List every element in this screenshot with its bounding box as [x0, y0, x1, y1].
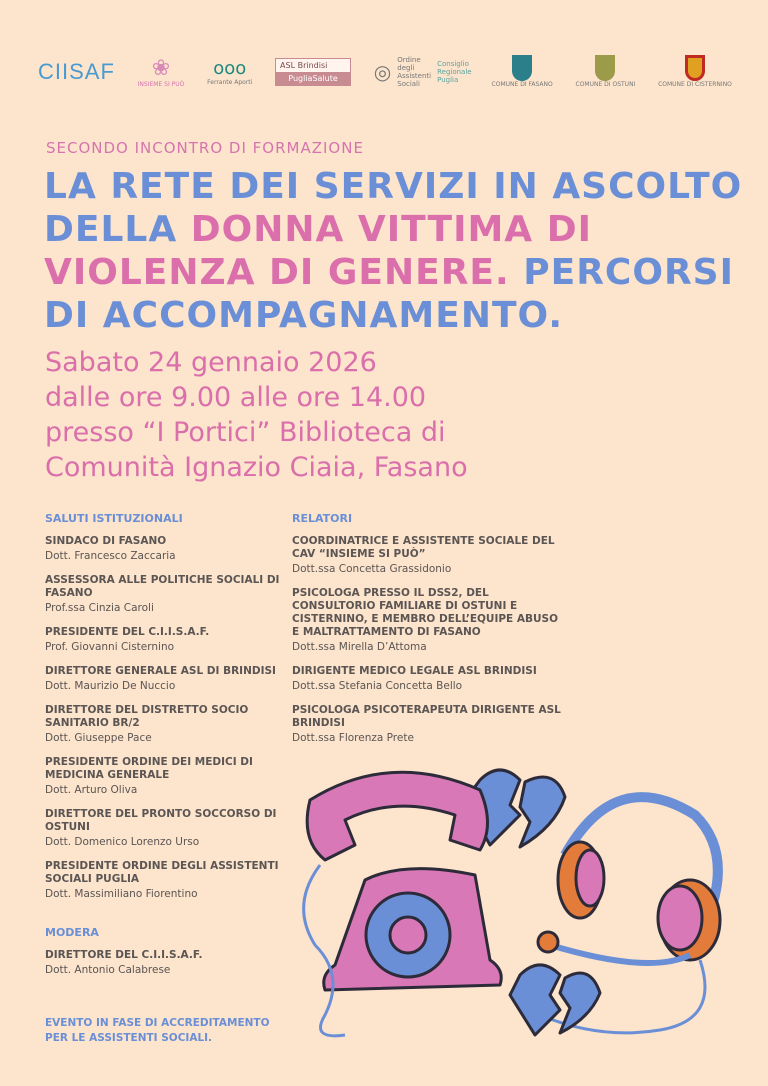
speaker-entry	[45, 535, 285, 564]
speaker-name: Dott. Arturo Oliva	[45, 784, 138, 796]
relatori-column	[292, 512, 562, 756]
title-line	[44, 251, 742, 294]
speaker-entry	[45, 665, 285, 694]
speaker-role: SINDACO DI FASANO	[45, 535, 167, 547]
crest-icon	[595, 55, 615, 81]
speaker-name: Prof.ssa Cinzia Caroli	[45, 602, 154, 614]
speaker-entry	[45, 860, 285, 902]
ordine-assistenti-sociali-logo: ◎ Ordine degli Assistenti Sociali Consiglio Regionale Puglia	[373, 55, 472, 88]
speaker-name: Dott.ssa Stefania Concetta Bello	[292, 680, 463, 692]
handset-icon	[307, 772, 487, 860]
speaker-entry	[45, 808, 285, 850]
comune-fasano-crest: COMUNE DI FASANO	[492, 55, 553, 88]
title-line: LA RETE DEI SERVIZI IN ASCOLTO	[44, 166, 743, 207]
section-heading: RELATORI	[292, 512, 353, 525]
ciisaf-logo: CIISAF	[38, 58, 115, 84]
speaker-name: Prof. Giovanni Cisternino	[45, 641, 175, 653]
speaker-entry	[45, 626, 285, 655]
section-heading: SALUTI ISTITUZIONALI	[45, 512, 183, 525]
note-line: EVENTO IN FASE DI ACCREDITAMENTO	[45, 1017, 270, 1029]
speaker-name: Dott.ssa Mirella D’Attoma	[292, 641, 427, 653]
telephone-headphones-illustration	[290, 760, 740, 1050]
speaker-role: DIRETTORE DEL DISTRETTO SOCIO SANITARIO BR/2	[45, 704, 249, 729]
logo-bar	[38, 44, 732, 99]
broken-heart-icon	[510, 965, 560, 1035]
event-details	[45, 345, 468, 485]
speaker-name: Dott. Maurizio De Nuccio	[45, 680, 176, 692]
speaker-role: PRESIDENTE ORDINE DEGLI ASSISTENTI SOCIALI PUGLIA	[45, 860, 279, 885]
title-part: DELLA	[44, 209, 191, 250]
speaker-role: COORDINATRICE E ASSISTENTE SOCIALE DEL CAV “INSIEME SI PUÒ”	[292, 535, 555, 560]
event-title	[44, 165, 742, 337]
speaker-entry	[292, 535, 562, 577]
asl-brindisi-logo: ASL Brindisi PugliaSalute	[275, 58, 351, 86]
broken-heart-icon	[520, 777, 565, 847]
note-line: PER LE ASSISTENTI SOCIALI.	[45, 1032, 213, 1044]
event-venue: presso “I Portici” Biblioteca di	[45, 417, 446, 448]
speaker-name: Dott. Massimiliano Fiorentino	[45, 888, 198, 900]
speaker-role: DIRETTORE DEL C.I.I.S.A.F.	[45, 949, 203, 961]
speaker-name: Dott.ssa Concetta Grassidonio	[292, 563, 452, 575]
speaker-entry	[45, 574, 285, 616]
speaker-entry	[292, 587, 562, 655]
title-part: PERCORSI	[509, 252, 734, 293]
speaker-name: Dott. Giuseppe Pace	[45, 732, 152, 744]
speaker-entry	[45, 949, 285, 978]
crest-icon	[685, 55, 705, 81]
speaker-role: PRESIDENTE DEL C.I.I.S.A.F.	[45, 626, 210, 638]
event-date: Sabato 24 gennaio 2026	[45, 347, 377, 378]
speaker-name: Dott. Domenico Lorenzo Urso	[45, 836, 200, 848]
people-icon: ooo	[213, 57, 247, 79]
title-part: DONNA VITTIMA DI	[190, 209, 592, 250]
event-venue: Comunità Ignazio Ciaia, Fasano	[45, 452, 468, 483]
title-line	[44, 208, 742, 251]
speaker-entry	[292, 665, 562, 694]
speaker-role: PSICOLOGA PRESSO IL DSS2, DEL CONSULTORIO FAMILIARE DI OSTUNI E CISTERNINO, E MEMBRO DELL’EQUIPE ABUSO E MALTRATTAMENTO DI FASANO	[292, 587, 559, 638]
speaker-name: Dott. Antonio Calabrese	[45, 964, 171, 976]
speaker-role: ASSESSORA ALLE POLITICHE SOCIALI DI FASANO	[45, 574, 280, 599]
speaker-entry	[45, 756, 285, 798]
crest-icon	[512, 55, 532, 81]
tree-icon: ◎	[373, 59, 392, 84]
insieme-si-puo-logo: ❀ INSIEME SI PUÒ	[137, 55, 185, 88]
section-heading: MODERA	[45, 926, 99, 939]
comune-cisternino-crest: COMUNE DI CISTERNINO	[658, 55, 732, 88]
comune-ostuni-crest: COMUNE DI OSTUNI	[576, 55, 636, 88]
speaker-role: DIRIGENTE MEDICO LEGALE ASL BRINDISI	[292, 665, 537, 677]
speaker-role: PRESIDENTE ORDINE DEI MEDICI DI MEDICINA GENERALE	[45, 756, 253, 781]
event-kicker: SECONDO INCONTRO DI FORMAZIONE	[46, 139, 364, 157]
saluti-column	[45, 512, 285, 988]
event-time: dalle ore 9.00 alle ore 14.00	[45, 382, 427, 413]
speaker-entry	[45, 704, 285, 746]
butterfly-icon: ❀	[151, 55, 171, 81]
title-part: VIOLENZA DI GENERE.	[44, 252, 510, 293]
title-line: DI ACCOMPAGNAMENTO.	[44, 295, 564, 336]
speaker-role: DIRETTORE GENERALE ASL DI BRINDISI	[45, 665, 276, 677]
speaker-name: Dott. Francesco Zaccaria	[45, 550, 176, 562]
speaker-entry	[292, 704, 562, 746]
speaker-name: Dott.ssa Florenza Prete	[292, 732, 414, 744]
speaker-role: DIRETTORE DEL PRONTO SOCCORSO DI OSTUNI	[45, 808, 277, 833]
accreditation-note	[45, 1016, 270, 1046]
ferrante-aporti-logo: ooo Ferrante Aporti	[207, 57, 253, 86]
speaker-role: PSICOLOGA PSICOTERAPEUTA DIRIGENTE ASL BRINDISI	[292, 704, 561, 729]
